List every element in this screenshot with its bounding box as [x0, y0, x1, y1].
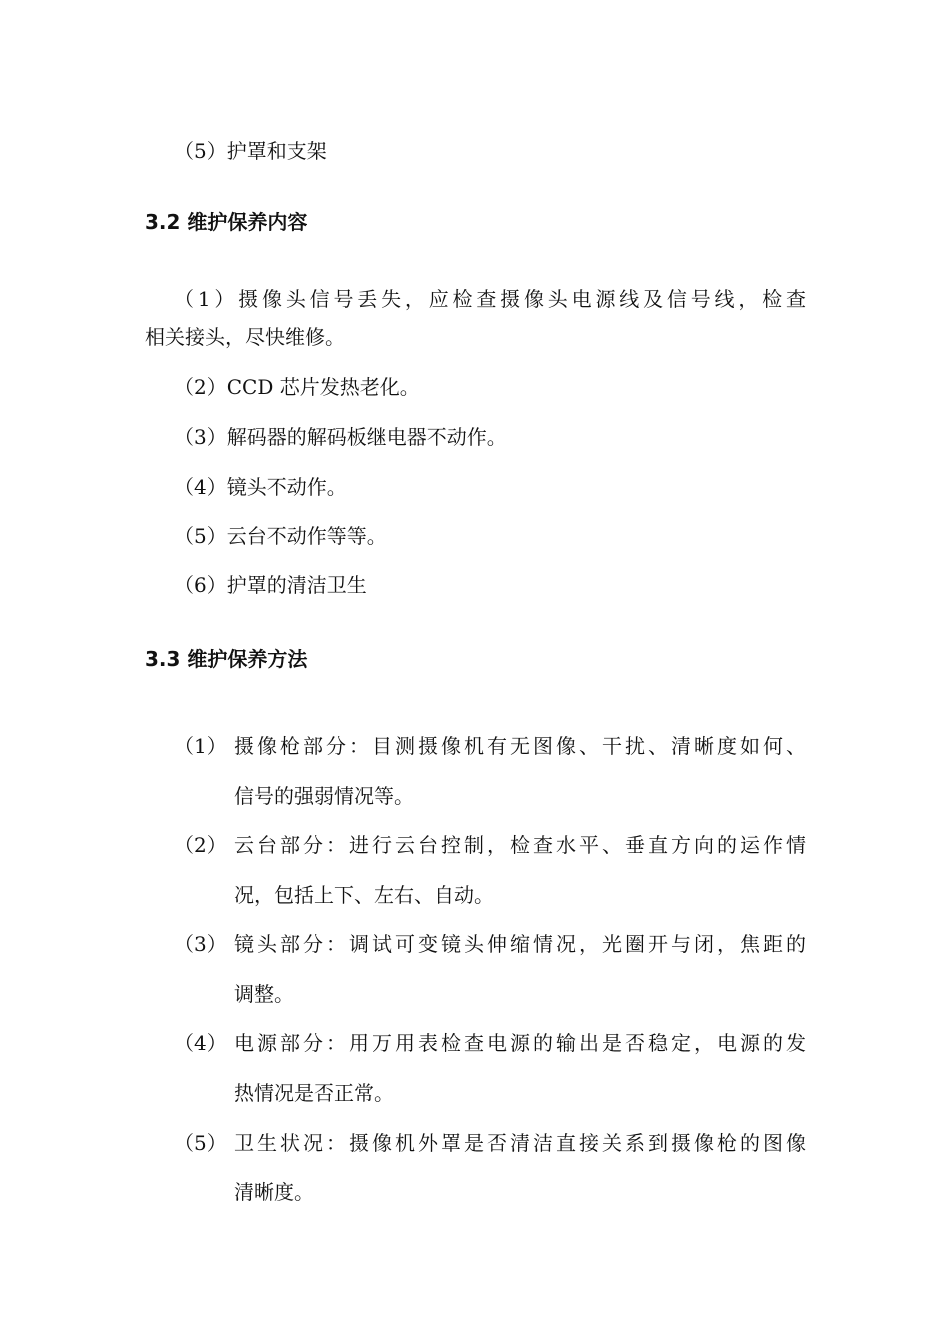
method-item-line-2: 调整。 — [234, 982, 294, 1006]
section-heading-3-3: 3.3 维护保养方法 — [145, 647, 308, 671]
method-item-number: （2） — [174, 833, 227, 857]
method-item-line-1: 卫生状况：摄像机外罩是否清洁直接关系到摄像枪的图像 — [234, 1131, 806, 1155]
method-item-line-2: 清晰度。 — [234, 1180, 314, 1204]
method-item-number: （5） — [174, 1131, 227, 1155]
list-item: （2）CCD 芯片发热老化。 — [174, 375, 420, 399]
list-item: （3）解码器的解码板继电器不动作。 — [174, 425, 507, 449]
method-item-line-2: 况，包括上下、左右、自动。 — [234, 883, 494, 907]
method-item-number: （3） — [174, 932, 227, 956]
method-item-number: （4） — [174, 1031, 227, 1055]
list-item: （4）镜头不动作。 — [174, 475, 347, 499]
method-item-line-2: 热情况是否正常。 — [234, 1081, 394, 1105]
method-item-line-1: 电源部分：用万用表检查电源的输出是否稳定，电源的发 — [234, 1031, 806, 1055]
method-item-line-1: 镜头部分：调试可变镜头伸缩情况，光圈开与闭，焦距的 — [234, 932, 806, 956]
paragraph-1-line-2: 相关接头，尽快维修。 — [145, 325, 345, 349]
list-item-5-enclosure: （5）护罩和支架 — [174, 139, 327, 163]
list-item: （5）云台不动作等等。 — [174, 524, 387, 548]
section-heading-3-2: 3.2 维护保养内容 — [145, 210, 308, 234]
method-item-line-1: 摄像枪部分：目测摄像机有无图像、干扰、清晰度如何、 — [234, 734, 806, 758]
list-item: （6）护罩的清洁卫生 — [174, 573, 367, 597]
method-item-line-2: 信号的强弱情况等。 — [234, 784, 414, 808]
method-item-line-1: 云台部分：进行云台控制，检查水平、垂直方向的运作情 — [234, 833, 806, 857]
method-item-number: （1） — [174, 734, 227, 758]
paragraph-1-line-1: （1）摄像头信号丢失，应检查摄像头电源线及信号线，检查 — [174, 287, 806, 311]
